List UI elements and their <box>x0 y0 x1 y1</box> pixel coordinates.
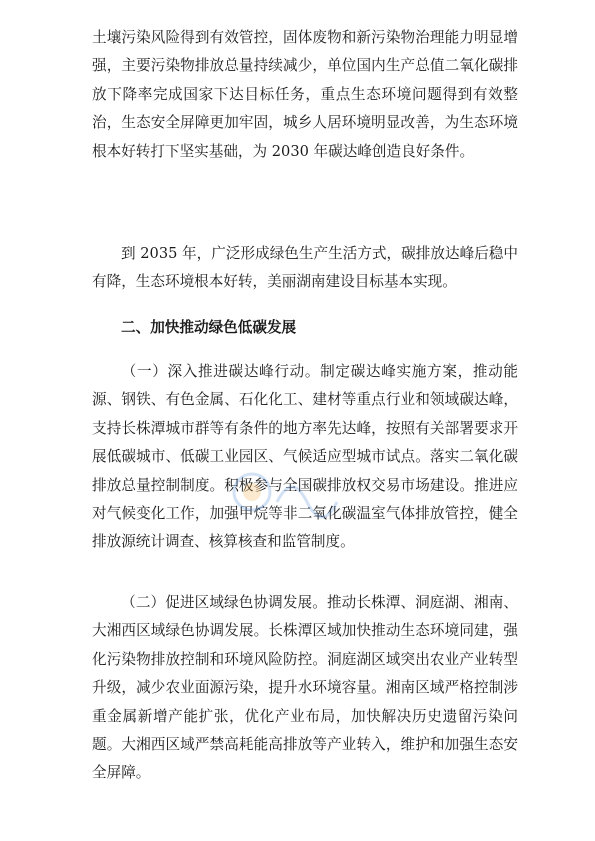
paragraph-2035-goal <box>92 240 518 297</box>
paragraph-text: 到 2035 年，广泛形成绿色生产生活方式，碳排放达峰后稳中有降，生态环境根本好转，美丽湖南建设目标基本实现。 <box>92 245 518 291</box>
paragraph-text: （二）促进区域绿色协调发展。推动长株潭、洞庭湖、湘南、大湘西区域绿色协调发展。长株潭区域加快推动生态环境同建，强化污染物排放控制和环境风险防控。洞庭湖区域突出农业产业转型升级，减少农业面源污染，提升水环境容量。湘南区域严格控制涉重金属新增产能扩张，优化产业布局，加快解决历史遗留污染问题。大湘西区域严禁高耗能高排放等产业转入，维护和加强生态安全屏障。 <box>92 594 518 782</box>
watermark-logo-icon <box>222 462 342 522</box>
paragraph-pollution-control <box>92 24 518 166</box>
paragraph-text: 土壤污染风险得到有效管控，固体废物和新污染物治理能力明显增强，主要污染物排放总量持续减少，单位国内生产总值二氧化碳排放下降率完成国家下达目标任务，重点生态环境问题得到有效整治，生态安全屏障更加牢固，城乡人居环境明显改善，为生态环境根本好转打下坚实基础，为 2030 年碳达峰创造良好条件。 <box>92 29 518 160</box>
section-heading: 二、加快推动绿色低碳发展 <box>121 319 297 336</box>
paragraph-regional-development <box>92 589 518 788</box>
paragraph-text: （一）深入推进碳达峰行动。制定碳达峰实施方案，推动能源、钢铁、有色金属、石化化工、建材等重点行业和领域碳达峰，支持长株潭城市群等有条件的地方率先达峰，按照有关部署要求开展低碳城市、低碳工业园区、气候适应型城市试点。落实二氧化碳排放总量控制制度。积极参与全国碳排放权交易市场建设。推进应对气候变化工作，加强甲烷等非二氧化碳温室气体排放管控，健全排放源统计调查、核算核查和监管制度。 <box>92 363 518 551</box>
paragraph-carbon-peak <box>92 358 518 557</box>
